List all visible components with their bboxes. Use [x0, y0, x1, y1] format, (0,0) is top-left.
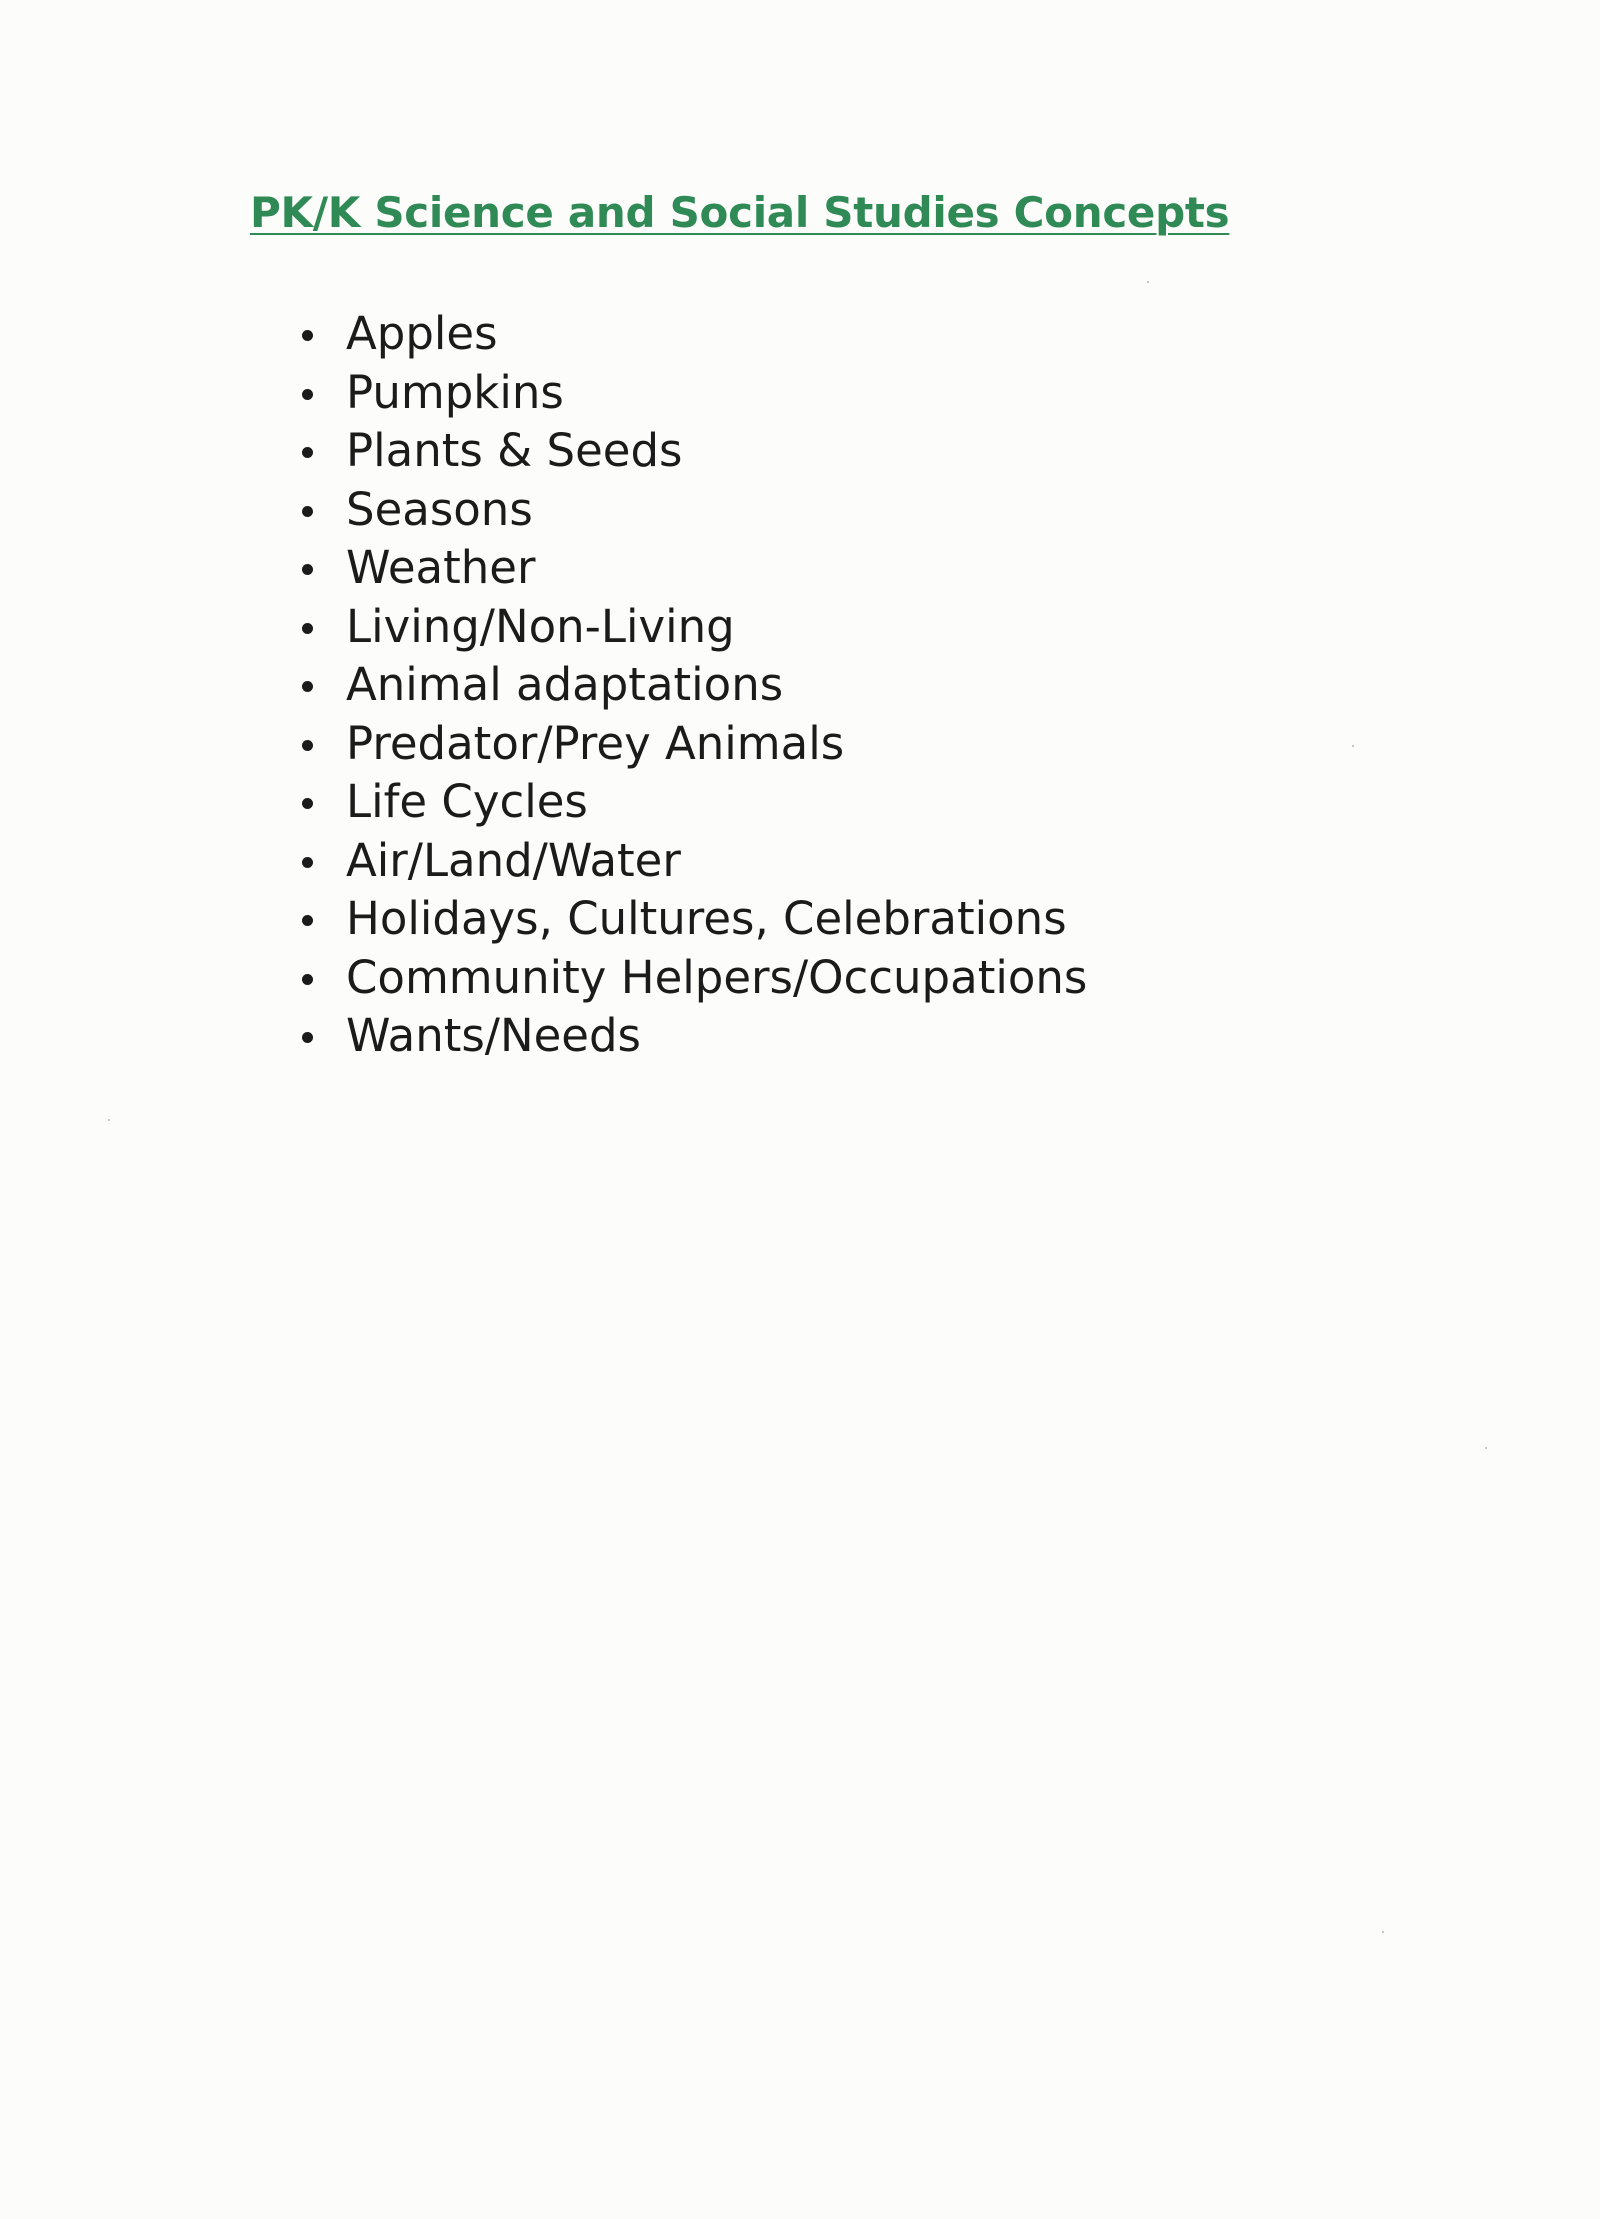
- list-item-label: Pumpkins: [346, 365, 564, 419]
- list-item-label: Air/Land/Water: [346, 833, 681, 887]
- bullet-icon: [302, 798, 313, 809]
- list-item-label: Holidays, Cultures, Celebrations: [346, 892, 1067, 945]
- bullet-icon: [302, 857, 313, 868]
- scan-speck: [1147, 281, 1149, 283]
- list-item-label: Seasons: [346, 482, 533, 536]
- bullet-icon: [302, 681, 313, 692]
- bullet-icon: [302, 447, 313, 458]
- list-item-label: Predator/Prey Animals: [346, 716, 845, 770]
- bullet-icon: [302, 915, 313, 926]
- scan-speck: [1382, 1931, 1384, 1933]
- list-item-label: Apples: [346, 307, 498, 360]
- bullet-icon: [302, 389, 313, 400]
- list-item-label: Community Helpers/Occupations: [346, 950, 1088, 1004]
- bullet-icon: [302, 564, 313, 575]
- list-item-label: Weather: [346, 541, 536, 594]
- bullet-icon: [302, 330, 313, 341]
- list-item-label: Animal adaptations: [346, 658, 784, 711]
- bullet-icon: [302, 1032, 313, 1043]
- bullet-icon: [302, 740, 313, 751]
- page-title: PK/K Science and Social Studies Concepts: [250, 188, 1230, 237]
- list-item-label: Plants & Seeds: [346, 424, 683, 477]
- bullet-icon: [302, 506, 313, 517]
- list-item-label: Life Cycles: [346, 775, 588, 828]
- bullet-icon: [302, 623, 313, 634]
- scan-speck: [1485, 1447, 1487, 1449]
- bullet-icon: [302, 974, 313, 985]
- scan-speck: [108, 1119, 110, 1121]
- list-item-label: Wants/Needs: [346, 1009, 642, 1062]
- scan-speck: [1352, 745, 1354, 747]
- list-item-label: Living/Non-Living: [346, 599, 735, 653]
